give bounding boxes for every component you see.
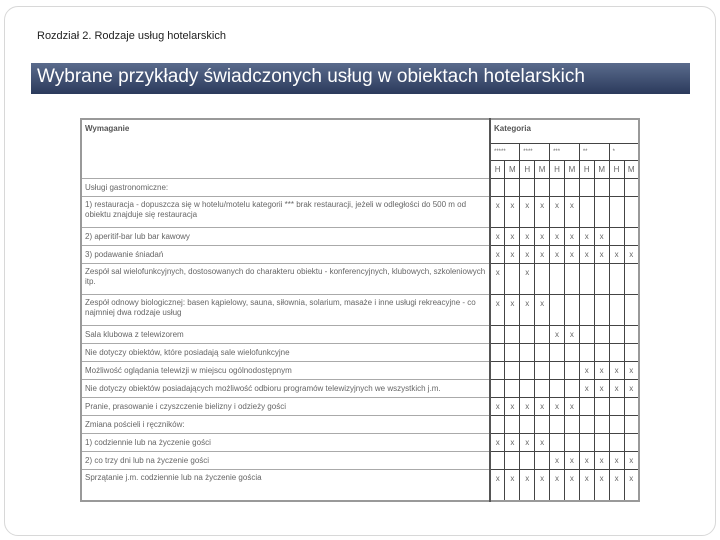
mark-cell [520,452,535,470]
mark-cell: x [505,434,520,452]
mark-cell [490,179,505,197]
star-category: ***** [490,144,520,161]
mark-cell: x [609,380,624,398]
mark-cell: x [579,246,594,264]
mark-cell [624,264,639,295]
mark-cell [624,197,639,228]
mark-cell [505,362,520,380]
star-category: **** [520,144,550,161]
mark-cell [579,416,594,434]
star-category: *** [550,144,580,161]
mark-cell: x [564,398,579,416]
mark-cell [579,197,594,228]
mark-cell: x [520,246,535,264]
mark-cell [490,452,505,470]
mark-cell [505,264,520,295]
mark-cell [505,344,520,362]
mark-cell [609,228,624,246]
mark-cell [564,264,579,295]
requirement-label: Sala klubowa z telewizorem [81,326,490,344]
requirement-label: 2) aperitif-bar lub bar kawowy [81,228,490,246]
mark-cell: x [520,295,535,326]
hm-header: H [579,161,594,179]
table-row [81,179,639,197]
mark-cell [624,295,639,326]
mark-cell: x [594,362,609,380]
mark-cell [579,398,594,416]
mark-cell [535,179,550,197]
hm-header: H [520,161,535,179]
mark-cell [535,344,550,362]
mark-cell: x [624,452,639,470]
mark-cell [535,264,550,295]
table-row [81,264,639,295]
mark-cell: x [535,197,550,228]
table-row [81,362,639,380]
table-row [81,380,639,398]
mark-cell: x [520,228,535,246]
hm-header: M [535,161,550,179]
mark-cell: x [520,264,535,295]
mark-cell: x [520,398,535,416]
mark-cell: x [490,470,505,502]
mark-cell [624,416,639,434]
mark-cell: x [564,326,579,344]
mark-cell [624,326,639,344]
mark-cell [564,416,579,434]
mark-cell [609,398,624,416]
mark-cell [609,326,624,344]
mark-cell: x [505,398,520,416]
mark-cell: x [535,228,550,246]
mark-cell: x [579,470,594,502]
mark-cell [624,228,639,246]
mark-cell [505,452,520,470]
table-row [81,326,639,344]
mark-cell: x [579,452,594,470]
mark-cell: x [579,380,594,398]
table-row [81,295,639,326]
mark-cell: x [564,246,579,264]
mark-cell: x [535,295,550,326]
mark-cell [594,197,609,228]
mark-cell [550,416,565,434]
mark-cell [535,326,550,344]
requirement-label: Zmiana pościeli i ręczników: [81,416,490,434]
mark-cell: x [579,228,594,246]
mark-cell [579,434,594,452]
requirement-label: Zespół odnowy biologicznej: basen kąpielowy, sauna, siłownia, solarium, masaże i inne usługi rekreacyjne - co najmniej dwa rodzaje usług [81,295,490,326]
mark-cell [550,264,565,295]
hm-header: M [505,161,520,179]
mark-cell [579,326,594,344]
mark-cell [564,362,579,380]
mark-cell: x [505,246,520,264]
mark-cell: x [564,452,579,470]
chapter-heading: Rozdział 2. Rodzaje usług hotelarskich [37,30,226,42]
mark-cell: x [505,197,520,228]
hm-header: M [594,161,609,179]
requirement-label: Sprzątanie j.m. codziennie lub na życzenie gościa [81,470,490,502]
hm-header: H [490,161,505,179]
mark-cell [505,326,520,344]
requirement-label: 1) restauracja - dopuszcza się w hotelu/motelu kategorii *** brak restauracji, jeżeli w odległości do 500 m od obiektu znajduje się restauracja [81,197,490,228]
title-underline [594,94,688,95]
mark-cell [490,344,505,362]
mark-cell [535,452,550,470]
table-row [81,470,639,502]
requirement-label: Nie dotyczy obiektów posiadających możliwość odbioru programów telewizyjnych we wszystkich j.m. [81,380,490,398]
requirement-header: Wymaganie [81,119,490,179]
mark-cell: x [594,470,609,502]
mark-cell: x [624,246,639,264]
mark-cell: x [535,470,550,502]
mark-cell [550,380,565,398]
mark-cell [490,326,505,344]
mark-cell: x [564,197,579,228]
mark-cell [594,295,609,326]
mark-cell [624,344,639,362]
mark-cell [594,326,609,344]
mark-cell: x [550,398,565,416]
requirement-label: Zespół sal wielofunkcyjnych, dostosowanych do charakteru obiektu - konferencyjnych, klubowych, szkoleniowych itp. [81,264,490,295]
mark-cell [594,434,609,452]
mark-cell [609,179,624,197]
mark-cell [490,416,505,434]
mark-cell: x [609,452,624,470]
mark-cell: x [550,197,565,228]
mark-cell: x [550,470,565,502]
mark-cell [594,344,609,362]
mark-cell: x [624,362,639,380]
mark-cell [624,179,639,197]
mark-cell [520,416,535,434]
mark-cell [550,179,565,197]
table-row [81,452,639,470]
mark-cell: x [505,295,520,326]
mark-cell [520,344,535,362]
requirement-label: Usługi gastronomiczne: [81,179,490,197]
mark-cell [579,264,594,295]
mark-cell [564,179,579,197]
mark-cell [564,344,579,362]
mark-cell [609,434,624,452]
mark-cell: x [624,380,639,398]
mark-cell: x [550,246,565,264]
mark-cell: x [594,452,609,470]
requirement-label: Nie dotyczy obiektów, które posiadają sale wielofunkcyjne [81,344,490,362]
mark-cell [579,295,594,326]
slide-title: Wybrane przykłady świadczonych usług w obiektach hotelarskich [37,66,585,87]
mark-cell: x [550,228,565,246]
mark-cell [609,264,624,295]
requirement-label: 3) podawanie śniadań [81,246,490,264]
mark-cell: x [520,197,535,228]
table-row [81,246,639,264]
table-row [81,398,639,416]
mark-cell [535,416,550,434]
star-category: ** [579,144,609,161]
mark-cell [550,295,565,326]
mark-cell [490,380,505,398]
mark-cell: x [505,228,520,246]
mark-cell [550,362,565,380]
star-category: * [609,144,639,161]
mark-cell [505,380,520,398]
mark-cell [564,380,579,398]
category-header: Kategoria [490,119,639,144]
mark-cell: x [490,295,505,326]
table-row [81,197,639,228]
mark-cell [564,434,579,452]
mark-cell: x [594,246,609,264]
mark-cell: x [535,398,550,416]
requirement-label: Pranie, prasowanie i czyszczenie bielizny i odzieży gości [81,398,490,416]
mark-cell: x [594,228,609,246]
mark-cell [579,179,594,197]
requirement-label: 2) co trzy dni lub na życzenie gości [81,452,490,470]
mark-cell [535,362,550,380]
mark-cell: x [564,228,579,246]
mark-cell: x [550,326,565,344]
mark-cell [624,398,639,416]
mark-cell: x [535,434,550,452]
mark-cell: x [594,380,609,398]
mark-cell [609,197,624,228]
mark-cell [535,380,550,398]
table-row [81,228,639,246]
mark-cell: x [609,470,624,502]
requirement-label: Możliwość oglądania telewizji w miejscu ogólnodostępnym [81,362,490,380]
mark-cell: x [490,398,505,416]
mark-cell [609,295,624,326]
mark-cell [520,362,535,380]
mark-cell [564,295,579,326]
mark-cell: x [550,452,565,470]
slide-title-bar [31,63,690,94]
mark-cell: x [490,434,505,452]
mark-cell: x [564,470,579,502]
hm-header: H [550,161,565,179]
mark-cell: x [520,434,535,452]
mark-cell [490,362,505,380]
requirement-label: 1) codziennie lub na życzenie gości [81,434,490,452]
mark-cell [594,179,609,197]
hm-header: M [564,161,579,179]
mark-cell [550,344,565,362]
mark-cell [520,326,535,344]
mark-cell [594,416,609,434]
services-table [80,118,640,502]
table-row [81,416,639,434]
hm-header: M [624,161,639,179]
header-row [81,119,639,144]
mark-cell [505,416,520,434]
mark-cell: x [490,228,505,246]
mark-cell [609,344,624,362]
mark-cell [609,416,624,434]
mark-cell [594,398,609,416]
table-row [81,434,639,452]
mark-cell: x [609,362,624,380]
mark-cell: x [579,362,594,380]
mark-cell: x [490,264,505,295]
mark-cell [520,179,535,197]
mark-cell [550,434,565,452]
mark-cell: x [609,246,624,264]
table-row [81,344,639,362]
mark-cell: x [535,246,550,264]
mark-cell [505,179,520,197]
mark-cell [594,264,609,295]
mark-cell: x [490,197,505,228]
mark-cell: x [505,470,520,502]
hm-header: H [609,161,624,179]
mark-cell [520,380,535,398]
mark-cell [579,344,594,362]
mark-cell: x [490,246,505,264]
mark-cell [624,434,639,452]
mark-cell: x [624,470,639,502]
mark-cell: x [520,470,535,502]
